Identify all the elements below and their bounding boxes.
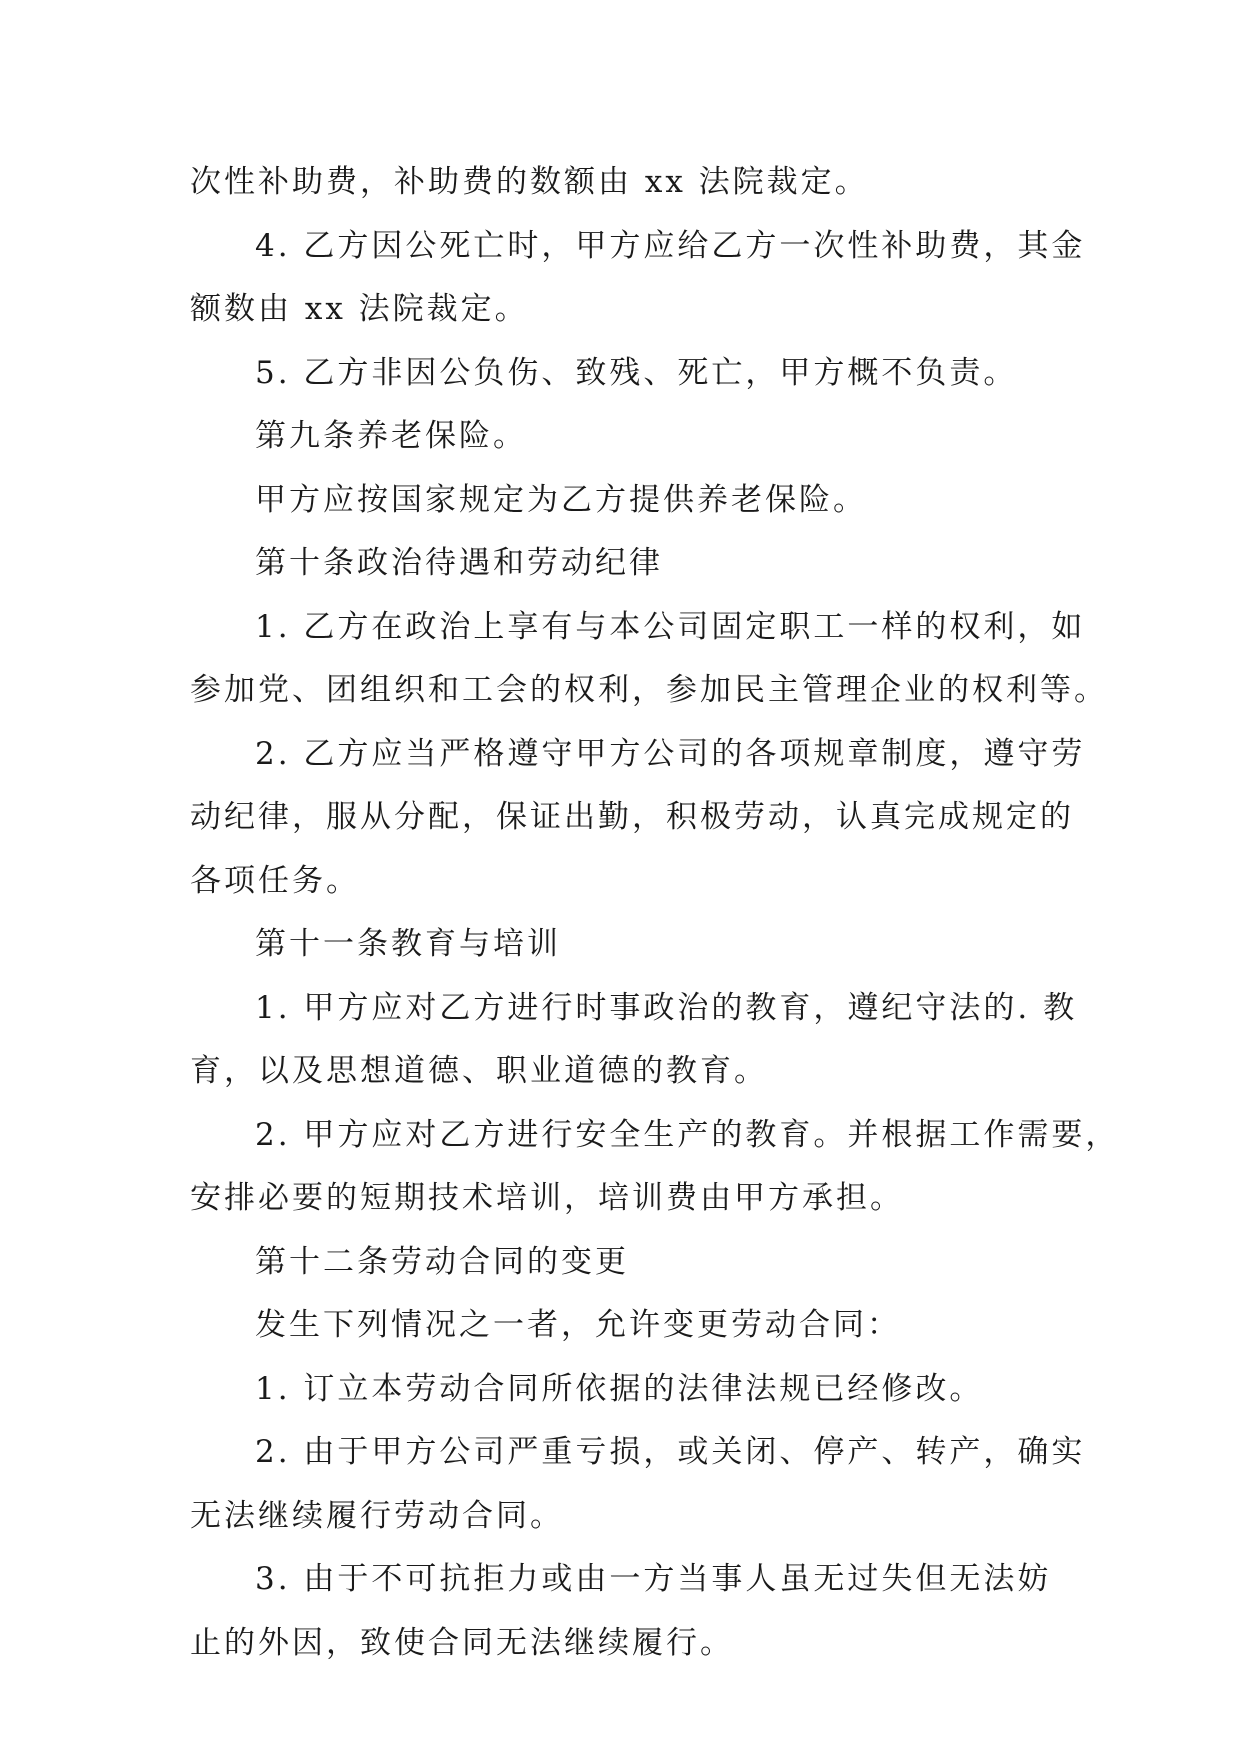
text-line: 动纪律，服从分配，保证出勤，积极劳动，认真完成规定的 <box>190 799 1074 835</box>
text-line: 无法继续履行劳动合同。 <box>190 1497 564 1534</box>
text-line: 发生下列情况之一者，允许变更劳动合同： <box>255 1307 901 1343</box>
text-line: 5. 乙方非因公负伤、致残、死亡，甲方概不负责。 <box>255 354 1018 391</box>
section-heading: 第九条养老保险。 <box>255 418 527 454</box>
text-line: 育，以及思想道德、职业道德的教育。 <box>190 1053 768 1089</box>
contract-text <box>190 151 1120 1675</box>
text-line: 止的外因，致使合同无法继续履行。 <box>190 1624 734 1661</box>
text-line: 1. 乙方在政治上享有与本公司固定职工一样的权利，如 <box>255 608 1086 645</box>
text-line: 安排必要的短期技术培训，培训费由甲方承担。 <box>190 1180 904 1216</box>
text-line: 2. 甲方应对乙方进行安全生产的教育。并根据工作需要， <box>255 1116 1120 1153</box>
text-line: 次性补助费，补助费的数额由 xx 法院裁定。 <box>190 164 869 200</box>
text-line: 2. 乙方应当严格遵守甲方公司的各项规章制度，遵守劳 <box>255 735 1086 772</box>
text-line: 甲方应按国家规定为乙方提供养老保险。 <box>255 481 867 518</box>
text-line: 3. 由于不可抗拒力或由一方当事人虽无过失但无法妨 <box>255 1561 1052 1597</box>
text-line: 1. 甲方应对乙方进行时事政治的教育，遵纪守法的. 教 <box>255 989 1078 1026</box>
text-line: 2. 由于甲方公司严重亏损，或关闭、停产、转产，确实 <box>255 1434 1086 1470</box>
section-heading: 第十条政治待遇和劳动纪律 <box>255 545 663 581</box>
text-line: 1. 订立本劳动合同所依据的法律法规已经修改。 <box>255 1370 984 1407</box>
section-heading: 第十一条教育与培训 <box>255 926 561 962</box>
text-line: 4. 乙方因公死亡时，甲方应给乙方一次性补助费，其金 <box>255 227 1086 264</box>
text-line: 各项任务。 <box>190 862 360 899</box>
text-line: 参加党、团组织和工会的权利，参加民主管理企业的权利等。 <box>190 672 1108 708</box>
section-heading: 第十二条劳动合同的变更 <box>255 1243 629 1280</box>
text-line: 额数由 xx 法院裁定。 <box>190 291 529 327</box>
